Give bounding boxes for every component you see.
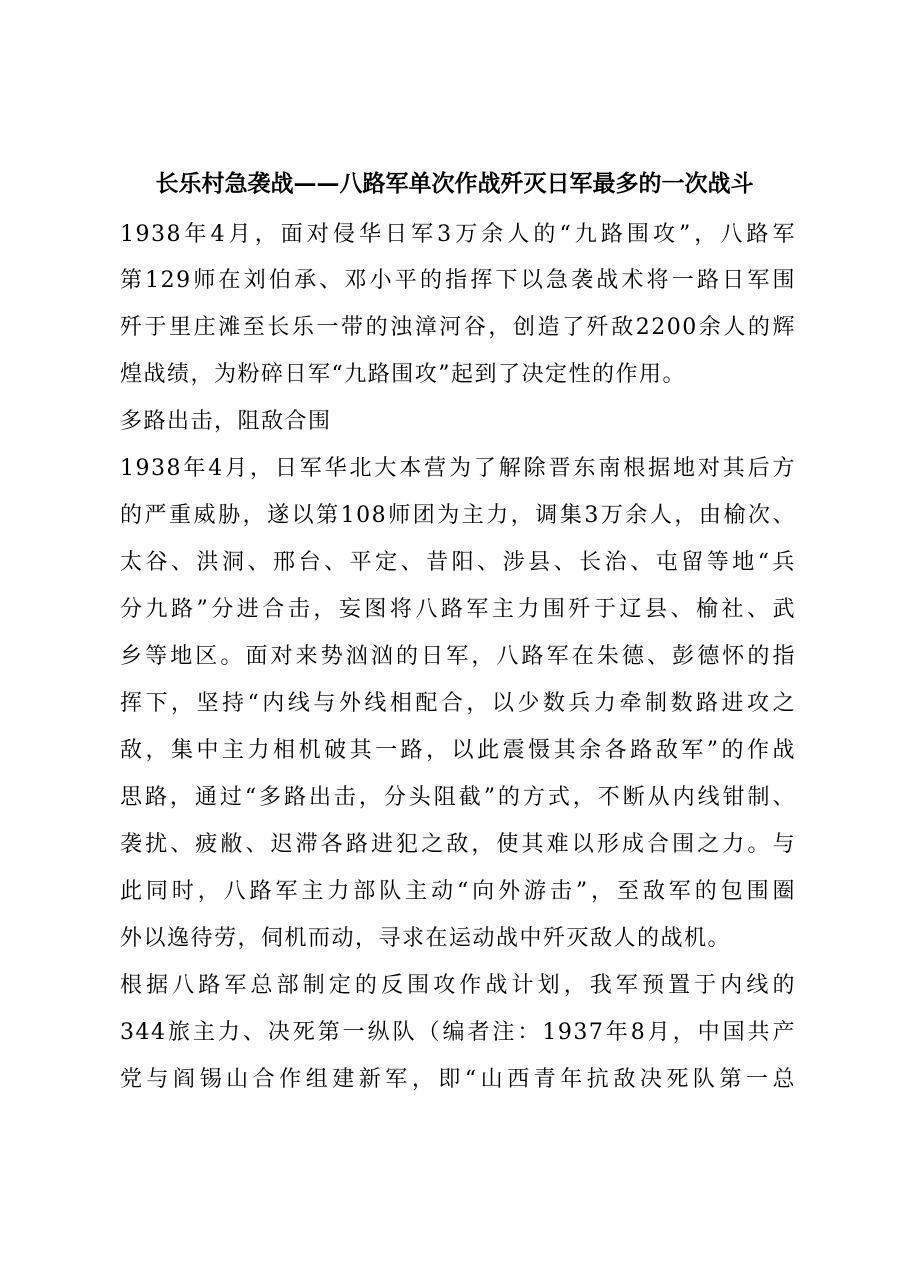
body-line-12: 敌，集中主力相机破其一路，以此震慑其余各路敌军”的作战	[120, 738, 796, 763]
section-heading: 多路出击，阻敌合围	[120, 409, 332, 434]
article-title: 长乐村急袭战——八路军单次作战歼灭日军最多的一次战斗	[155, 170, 754, 197]
body-line-10: 乡等地区。面对来势汹汹的日军，八路军在朱德、彭德怀的指	[120, 644, 796, 669]
body-line-8: 太谷、洪洞、邢台、平定、昔阳、涉县、长治、屯留等地“兵	[120, 550, 796, 575]
body-line-17: 根据八路军总部制定的反围攻作战计划，我军预置于内线的	[120, 973, 796, 998]
body-line-13: 思路，通过“多路出击，分头阻截”的方式，不断从内线钳制、	[120, 785, 796, 810]
body-line-6: 1938年4月，日军华北大本营为了解除晋东南根据地对其后方	[120, 456, 796, 481]
body-line-3: 歼于里庄滩至长乐一带的浊漳河谷，创造了歼敌2200余人的辉	[120, 315, 796, 340]
body-line-4: 煌战绩，为粉碎日军“九路围攻”起到了决定性的作用。	[120, 362, 686, 387]
body-line-7: 的严重威胁，遂以第108师团为主力，调集3万余人，由榆次、	[120, 503, 796, 528]
body-line-11: 挥下，坚持“内线与外线相配合，以少数兵力牵制数路进攻之	[120, 691, 796, 716]
body-line-16: 外以逸待劳，伺机而动，寻求在运动战中歼灭敌人的战机。	[120, 926, 732, 951]
body-line-14: 袭扰、疲敝、迟滞各路进犯之敌，使其难以形成合围之力。与	[120, 832, 796, 857]
body-line-19: 党与阎锡山合作组建新军，即“山西青年抗敌决死队第一总	[120, 1067, 796, 1092]
body-line-15: 此同时，八路军主力部队主动“向外游击”，至敌军的包围圈	[120, 879, 796, 904]
body-line-1: 1938年4月，面对侵华日军3万余人的“九路围攻”，八路军	[120, 222, 796, 247]
body-line-9: 分九路”分进合击，妄图将八路军主力围歼于辽县、榆社、武	[120, 597, 796, 622]
body-line-2: 第129师在刘伯承、邓小平的指挥下以急袭战术将一路日军围	[120, 268, 796, 293]
body-line-18: 344旅主力、决死第一纵队（编者注：1937年8月，中国共产	[120, 1020, 796, 1045]
